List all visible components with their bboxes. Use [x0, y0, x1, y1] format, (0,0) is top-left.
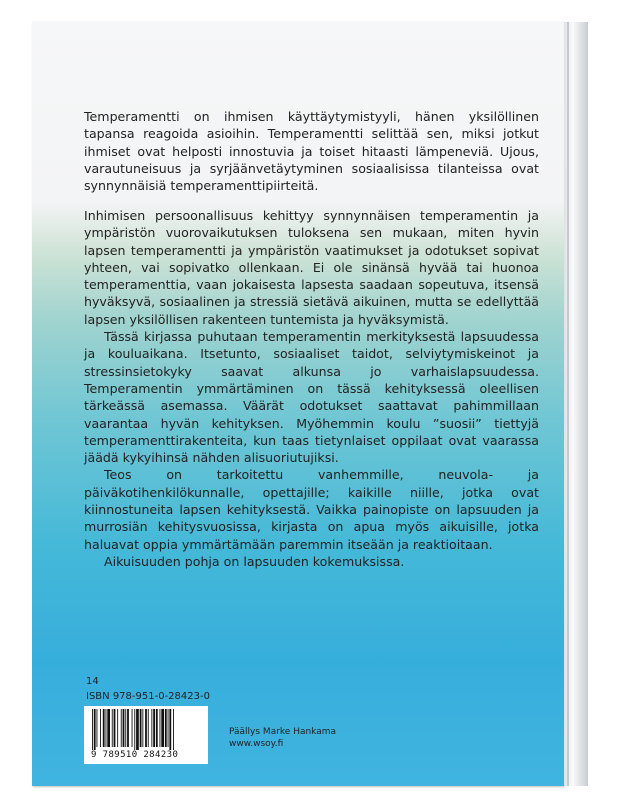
publisher-website: www.wsoy.fi: [229, 739, 284, 749]
spine-fold-line: [567, 22, 569, 786]
classification-number: 14: [86, 676, 99, 687]
barcode: [84, 706, 208, 764]
intro-paragraph: Temperamentti on ihmisen käyttäytymistyyli, hänen yksilöllinen tapansa reagoida asioihin. Temperamentti selittää sen, miksi jotkut ihmiset ovat helposti innostuvia ja toiset hitaasti lämpeneviä. Ujous, varautuneisuus ja syrjäänvetäytyminen sosiaalisissa tilanteissa ovat synnynnäisiä temperamenttipiirteitä.: [84, 109, 539, 194]
barcode-icon: [84, 706, 208, 750]
body-paragraph: Aikuisuuden pohja on lapsuuden kokemuksissa.: [104, 553, 405, 569]
credits: [229, 726, 336, 750]
body-paragraph: Inhimisen persoonallisuus kehittyy synnynnäisen temperamentin ja ympäristön vuorovaikutuksen tuloksena sen mukaan, miten hyvin lapsen temperamentti ja ympäristön vaatimukset ja odotukset sopivat yhteen, vai sopivatko ollenkaan. Ei ole sinänsä hyvää tai huonoa temperamenttia, vaan jokaisesta lapsesta saadaan sopeutuva, itsensä hyväksyvä, sosiaalinen ja stressiä sietävä aikuinen, mutta se edellyttää lapsen yksilöllisen rakenteen tuntemista ja hyväksymistä.: [84, 208, 539, 327]
body-text: [84, 207, 539, 570]
isbn-label: ISBN 978-951-0-28423-0: [86, 691, 210, 702]
barcode-digits: 9 789510 284230: [91, 750, 179, 760]
body-paragraph: Tässä kirjassa puhutaan temperamentin merkityksestä lapsuudessa ja kouluaikana. Itsetunto, sosiaaliset taidot, selviytymiskeinot ja stressinsietokyky saavat alkunsa jo varhaislapsuudessa. Temperamentin ymmärtäminen on tässä kehityksessä oleellisen tärkeässä asemassa. Väärät odotukset saattavat pahimmillaan vaarantaa hyvän kehityksen. Myöhemmin koulu ”suosii” tiettyjä temperamenttirakenteita, kun taas tietynlaiset oppilaat ovat vaarassa jäädä kykyihinsä nähden alisuoriutujiksi.: [84, 329, 539, 466]
cover-designer-credit: Päällys Marke Hankama: [229, 727, 337, 737]
body-paragraph: Teos on tarkoitettu vanhemmille, neuvola- ja päiväkotihenkilökunnalle, opettajille; kaikille niille, jotka ovat kiinnostuneita lapsen kehityksestä. Vaikka painopiste on lapsuuden ja murrosiän kehitysvuosissa, kirjasta on apua myös aikuisille, jotka haluavat oppia ymmärtämään paremmin itseään ja reaktioitaan.: [84, 467, 539, 552]
